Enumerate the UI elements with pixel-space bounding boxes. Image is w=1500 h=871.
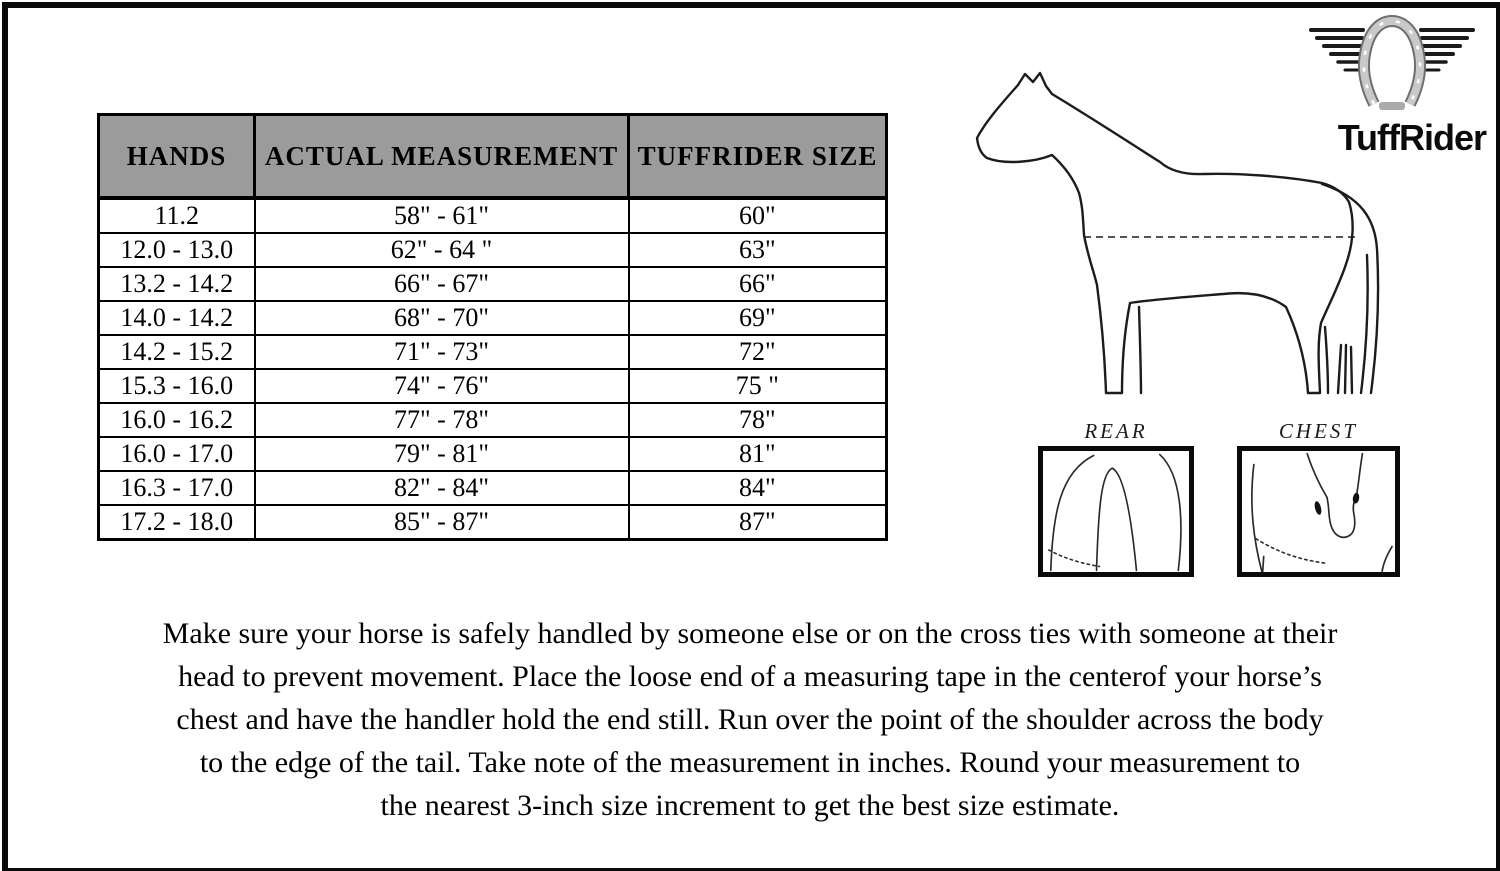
table-row xyxy=(99,198,887,233)
size-cell: 63" xyxy=(629,233,887,267)
horse-chest-icon xyxy=(1242,451,1395,572)
table-row xyxy=(99,403,887,437)
measurement-cell: 77" - 78" xyxy=(255,403,629,437)
measurement-cell: 66" - 67" xyxy=(255,267,629,301)
hands-cell: 16.0 - 17.0 xyxy=(99,437,255,471)
table-row xyxy=(99,505,887,540)
size-column-header: TUFFRIDER SIZE xyxy=(629,115,887,199)
measurement-cell: 74" - 76" xyxy=(255,369,629,403)
table-row xyxy=(99,233,887,267)
hands-column-header: HANDS xyxy=(99,115,255,199)
size-cell: 69" xyxy=(629,301,887,335)
table-row xyxy=(99,369,887,403)
table-row xyxy=(99,335,887,369)
size-cell: 78" xyxy=(629,403,887,437)
rear-diagram-box xyxy=(1038,446,1194,577)
hands-cell: 14.0 - 14.2 xyxy=(99,301,255,335)
measurement-cell: 68" - 70" xyxy=(255,301,629,335)
table-row xyxy=(99,301,887,335)
measurement-cell: 58" - 61" xyxy=(255,198,629,233)
hands-cell: 16.0 - 16.2 xyxy=(99,403,255,437)
hands-cell: 11.2 xyxy=(99,198,255,233)
horse-measurement-diagram xyxy=(955,45,1415,410)
table-row xyxy=(99,267,887,301)
table-row xyxy=(99,471,887,505)
measurement-cell: 62" - 64 " xyxy=(255,233,629,267)
size-table-body xyxy=(99,198,887,540)
chest-diagram-label: CHEST xyxy=(1278,419,1359,443)
size-cell: 60" xyxy=(629,198,887,233)
hands-cell: 16.3 - 17.0 xyxy=(99,471,255,505)
size-cell: 75 " xyxy=(629,369,887,403)
table-row xyxy=(99,437,887,471)
rear-diagram-label: REAR xyxy=(1084,419,1148,443)
size-cell: 84" xyxy=(629,471,887,505)
size-chart-table xyxy=(97,113,888,541)
hands-cell: 12.0 - 13.0 xyxy=(99,233,255,267)
measuring-instructions xyxy=(0,612,1500,827)
hands-cell: 17.2 - 18.0 xyxy=(99,505,255,540)
table-header-row xyxy=(99,115,887,199)
size-cell: 66" xyxy=(629,267,887,301)
hands-cell: 13.2 - 14.2 xyxy=(99,267,255,301)
instruction-line: to the edge of the tail. Take note of the measurement in inches. Round your measurement to xyxy=(199,746,1301,779)
hands-cell: 15.3 - 16.0 xyxy=(99,369,255,403)
measurement-cell: 85" - 87" xyxy=(255,505,629,540)
size-cell: 72" xyxy=(629,335,887,369)
measurement-cell: 71" - 73" xyxy=(255,335,629,369)
chest-diagram-box xyxy=(1237,446,1400,577)
measurement-cell: 79" - 81" xyxy=(255,437,629,471)
instruction-line: head to prevent movement. Place the loose end of a measuring tape in the centerof your horse’s xyxy=(178,660,1322,693)
instruction-line: the nearest 3-inch size increment to get the best size estimate. xyxy=(380,789,1120,822)
brand-name: TuffRider xyxy=(1337,117,1486,158)
instruction-line: Make sure your horse is safely handled by someone else or on the cross ties with someone at their xyxy=(162,617,1338,650)
instruction-line: chest and have the handler hold the end still. Run over the point of the shoulder across the body xyxy=(176,703,1324,736)
hands-cell: 14.2 - 15.2 xyxy=(99,335,255,369)
size-cell: 87" xyxy=(629,505,887,540)
measurement-column-header: ACTUAL MEASUREMENT xyxy=(255,115,629,199)
size-cell: 81" xyxy=(629,437,887,471)
horse-rear-icon xyxy=(1043,451,1189,572)
measurement-cell: 82" - 84" xyxy=(255,471,629,505)
horse-outline-icon xyxy=(955,45,1415,405)
